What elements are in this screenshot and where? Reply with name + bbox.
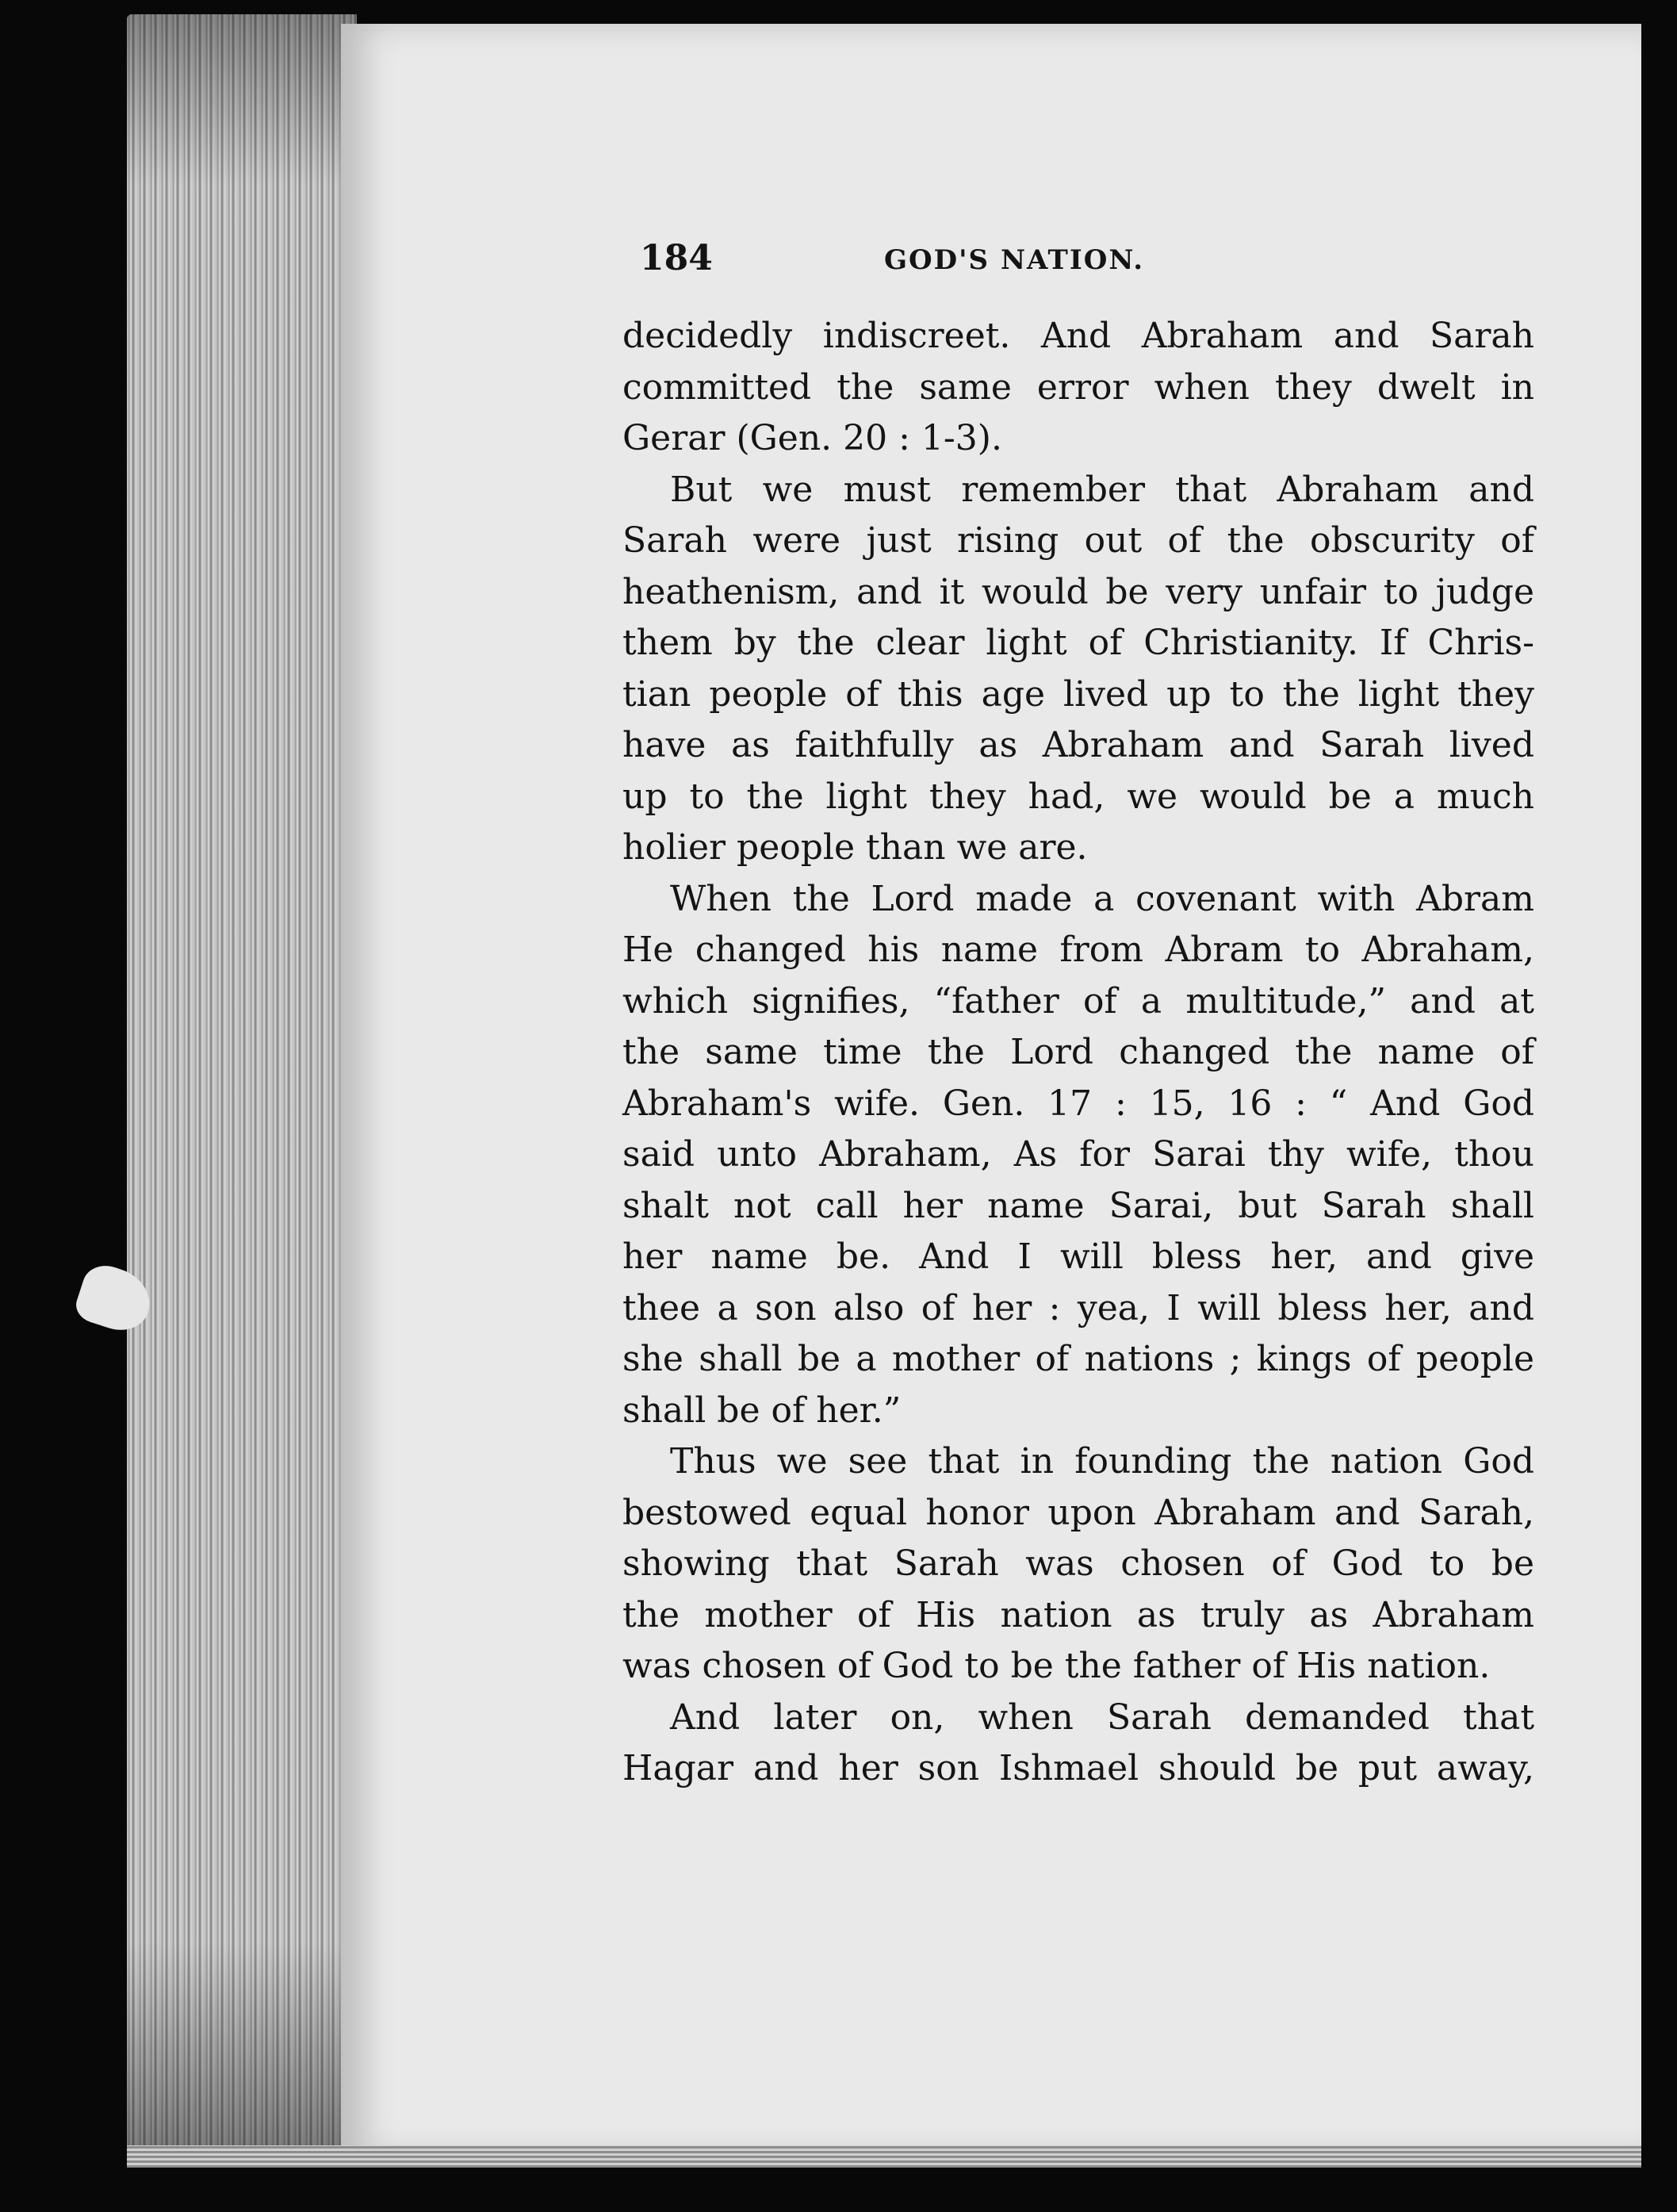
paragraph-4 — [622, 1436, 1534, 1693]
text-line: up to the light they had, we would be a much — [622, 776, 1534, 817]
page-number: 184 — [640, 238, 713, 278]
text-line: tian people of this age lived up to the light they — [622, 673, 1534, 715]
text-line: Abraham's wife. Gen. 17 : 15, 16 : “ And God — [622, 1083, 1534, 1124]
text-line: the mother of His nation as truly as Abraham — [622, 1594, 1534, 1635]
text-line: heathenism, and it would be very unfair to judge — [622, 571, 1534, 612]
text-line: holier people than we are. — [622, 827, 1088, 868]
running-title: GOD'S NATION. — [884, 244, 1145, 276]
text-line: Gerar (Gen. 20 : 1-3). — [622, 418, 1002, 458]
running-head — [622, 238, 1534, 293]
text-line: bestowed equal honor upon Abraham and Sarah, — [622, 1492, 1534, 1533]
text-line: Hagar and her son Ishmael should be put away, — [622, 1748, 1534, 1788]
text-line: was chosen of God to be the father of His nation. — [622, 1646, 1491, 1686]
text-line: which signifies, “father of a multitude,” and at — [622, 980, 1534, 1022]
text-line: shall be of her.” — [622, 1390, 902, 1431]
text-line: And later on, when Sarah demanded that — [670, 1696, 1534, 1738]
text-line: them by the clear light of Christianity. If Chris- — [622, 623, 1534, 663]
book-page-edges — [127, 14, 357, 2156]
text-line: committed the same error when they dwelt in — [622, 366, 1534, 408]
book-bottom-edge — [127, 2145, 1641, 2168]
text-line: decidedly indiscreet. And Abraham and Sarah — [622, 316, 1534, 356]
text-line: her name be. And I will bless her, and give — [622, 1236, 1534, 1277]
text-line: When the Lord made a covenant with Abram — [670, 878, 1534, 919]
paragraph-2 — [622, 465, 1534, 874]
text-line: Thus we see that in founding the nation God — [670, 1441, 1534, 1482]
text-line: said unto Abraham, As for Sarai thy wife, thou — [622, 1134, 1534, 1175]
text-line: He changed his name from Abram to Abraham, — [622, 930, 1534, 970]
text-line: Sarah were just rising out of the obscurity of — [622, 520, 1534, 561]
paragraph-3 — [622, 874, 1534, 1437]
text-line: thee a son also of her : yea, I will bless her, and — [622, 1287, 1534, 1328]
text-line: But we must remember that Abraham and — [670, 469, 1534, 510]
text-line: have as faithfully as Abraham and Sarah lived — [622, 725, 1534, 765]
paragraph-1 — [622, 311, 1534, 465]
text-line: showing that Sarah was chosen of God to be — [622, 1543, 1534, 1584]
page-content — [622, 238, 1534, 1795]
text-line: the same time the Lord changed the name of — [622, 1032, 1534, 1072]
text-line: she shall be a mother of nations ; kings of people — [622, 1339, 1534, 1379]
text-line: shalt not call her name Sarai, but Sarah shall — [622, 1185, 1534, 1226]
paragraph-5 — [622, 1693, 1534, 1795]
